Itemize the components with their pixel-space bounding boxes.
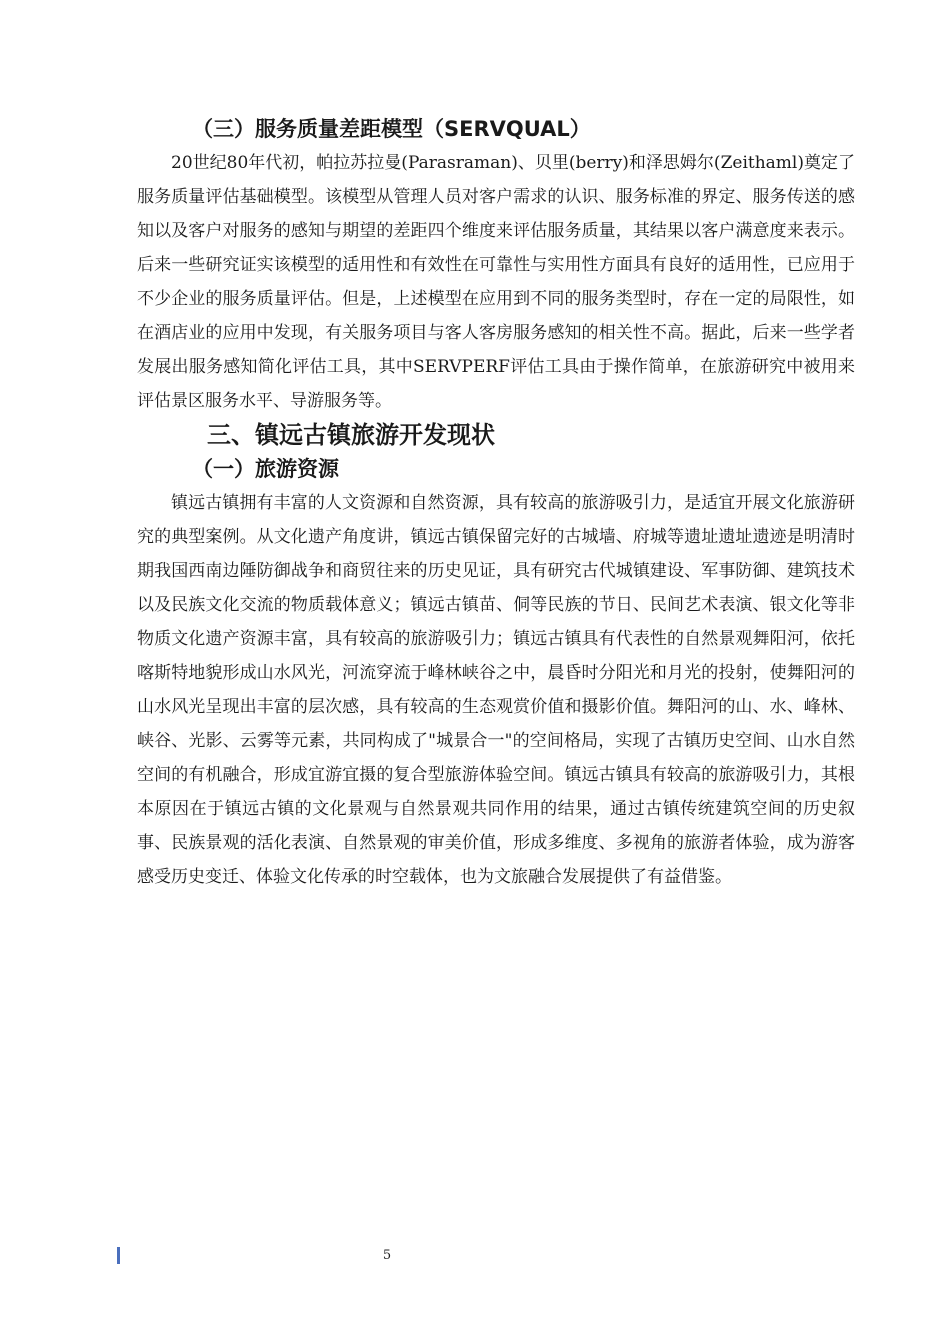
section-heading-tourism-resources: （一）旅游资源: [192, 457, 339, 481]
page-content: [137, 112, 855, 894]
section-heading-servqual: （三）服务质量差距模型（SERVQUAL）: [192, 117, 591, 141]
paragraph-tourism-resources: 镇远古镇拥有丰富的人文资源和自然资源，具有较高的旅游吸引力，是适宜开展文化旅游研究的典型案例。从文化遗产角度讲，镇远古镇保留完好的古城墙、府城等遗址遗址遗迹是明清时期我国西南边陲防御战争和商贸往来的历史见证，具有研究古代城镇建设、军事防御、建筑技术以及民族文化交流的物质载体意义；镇远古镇苗、侗等民族的节日、民间艺术表演、银文化等非物质文化遗产资源丰富，具有较高的旅游吸引力；镇远古镇具有代表性的自然景观舞阳河，依托喀斯特地貌形成山水风光，河流穿流于峰林峡谷之中，晨昏时分阳光和月光的投射，使舞阳河的山水风光呈现出丰富的层次感，具有较高的生态观赏价值和摄影价值。舞阳河的山、水、峰林、峡谷、光影、云雾等元素，共同构成了"城景合一"的空间格局，实现了古镇历史空间、山水自然空间的有机融合，形成宜游宜摄的复合型旅游体验空间。镇远古镇具有较高的旅游吸引力，其根本原因在于镇远古镇的文化景观与自然景观共同作用的结果，通过古镇传统建筑空间的历史叙事、民族景观的活化表演、自然景观的审美价值，形成多维度、多视角的旅游者体验，成为游客感受历史变迁、体验文化传承的时空载体，也为文旅融合发展提供了有益借鉴。: [137, 493, 855, 887]
margin-bar: [117, 1247, 120, 1264]
paragraph-servqual: 20世纪80年代初，帕拉苏拉曼(Parasraman)、贝里(berry)和泽思姆尔(Zeithaml)奠定了服务质量评估基础模型。该模型从管理人员对客户需求的认识、服务标准的界定、服务传送的感知以及客户对服务的感知与期望的差距四个维度来评估服务质量，其结果以客户满意度来表示。后来一些研究证实该模型的适用性和有效性在可靠性与实用性方面具有良好的适用性，已应用于不少企业的服务质量评估。但是，上述模型在应用到不同的服务类型时，存在一定的局限性，如在酒店业的应用中发现，有关服务项目与客人客房服务感知的相关性不高。据此，后来一些学者发展出服务感知简化评估工具，其中SERVPERF评估工具由于操作简单，在旅游研究中被用来评估景区服务水平、导游服务等。: [137, 153, 855, 411]
chapter-heading: 三、镇远古镇旅游开发现状: [207, 421, 495, 449]
page-number: 5: [382, 1248, 392, 1263]
